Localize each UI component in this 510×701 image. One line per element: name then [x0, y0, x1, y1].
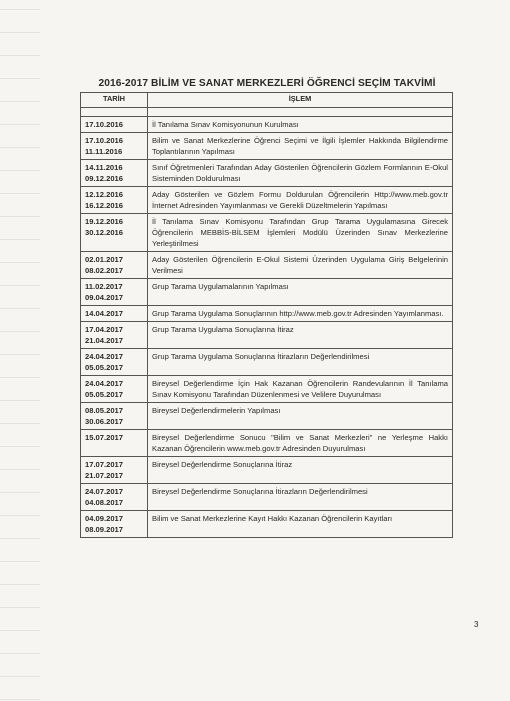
table-row	[81, 511, 453, 538]
table-row	[81, 160, 453, 187]
row-date: 11.02.2017 09.04.2017	[81, 279, 148, 306]
page-number: 3	[474, 620, 479, 629]
row-date: 17.10.2016	[81, 117, 148, 133]
row-date: 17.04.2017 21.04.2017	[81, 322, 148, 349]
row-operation: İl Tanılama Sınav Komisyonunun Kurulması	[148, 117, 453, 133]
header-date: TARİH	[81, 93, 148, 108]
table-row	[81, 187, 453, 214]
row-operation: Grup Tarama Uygulama Sonuçlarının http://www.meb.gov.tr Adresinden Yayımlanması.	[148, 306, 453, 322]
schedule-table	[80, 92, 453, 538]
row-operation: Sınıf Öğretmenleri Tarafından Aday Gösterilen Öğrencilerin Gözlem Formlarının E-Okul Sisteminden Doldurulması	[148, 160, 453, 187]
table-row	[81, 349, 453, 376]
row-operation: Bireysel Değerlendirme Sonuçlarına İtiraz	[148, 457, 453, 484]
table-row	[81, 279, 453, 306]
table-row	[81, 214, 453, 252]
row-operation: Bireysel Değerlendirme Sonuçlarına İtirazların Değerlendirilmesi	[148, 484, 453, 511]
row-date: 19.12.2016 30.12.2016	[81, 214, 148, 252]
table-row	[81, 306, 453, 322]
row-operation: Bilim ve Sanat Merkezlerine Kayıt Hakkı Kazanan Öğrencilerin Kayıtları	[148, 511, 453, 538]
row-operation: Bireysel Değerlendirmelerin Yapılması	[148, 403, 453, 430]
row-operation: Aday Gösterilen ve Gözlem Formu Doldurulan Öğrencilerin Http://www.meb.gov.tr İnternet Adresinden Yayımlanması ve Gerekli Düzeltmelerin Yapılması	[148, 187, 453, 214]
row-operation: Grup Tarama Uygulama Sonuçlarına İtiraz	[148, 322, 453, 349]
row-operation: İl Tanılama Sınav Komisyonu Tarafından Grup Tarama Uygulamasına Girecek Öğrencilerin MEBBİS-BİLSEM İşlemleri Modülü Üzerinden Sınav Merkezlerine Yerleştirilmesi	[148, 214, 453, 252]
row-operation: Bireysel Değerlendirme İçin Hak Kazanan Öğrencilerin Randevularının İl Tanılama Sınav Komisyonu Tarafından Düzenlenmesi ve Velilere Duyurulması	[148, 376, 453, 403]
table-row	[81, 252, 453, 279]
table-spacer-row	[81, 108, 453, 117]
row-date: 17.10.2016 11.11.2016	[81, 133, 148, 160]
row-date: 24.04.2017 05.05.2017	[81, 376, 148, 403]
row-operation: Aday Gösterilen Öğrencilerin E-Okul Sistemi Üzerinden Uygulama Giriş Belgelerinin Verilmesi	[148, 252, 453, 279]
table-row	[81, 457, 453, 484]
row-operation: Grup Tarama Uygulama Sonuçlarına İtirazların Değerlendirilmesi	[148, 349, 453, 376]
table-row	[81, 376, 453, 403]
row-date: 14.04.2017	[81, 306, 148, 322]
table-row	[81, 484, 453, 511]
row-operation: Grup Tarama Uygulamalarının Yapılması	[148, 279, 453, 306]
row-date: 04.09.2017 08.09.2017	[81, 511, 148, 538]
row-date: 14.11.2016 09.12.2016	[81, 160, 148, 187]
row-date: 15.07.2017	[81, 430, 148, 457]
table-row	[81, 133, 453, 160]
table-row	[81, 322, 453, 349]
row-date: 24.07.2017 04.08.2017	[81, 484, 148, 511]
header-operation: İŞLEM	[148, 93, 453, 108]
scan-edge-marks	[0, 0, 40, 701]
table-row	[81, 117, 453, 133]
table-header-row	[81, 93, 453, 108]
row-date: 17.07.2017 21.07.2017	[81, 457, 148, 484]
table-row	[81, 430, 453, 457]
row-date: 02.01.2017 08.02.2017	[81, 252, 148, 279]
row-operation: Bireysel Değerlendirme Sonucu "Bilim ve Sanat Merkezleri" ne Yerleşme Hakkı Kazanan Öğrencilerin www.meb.gov.tr Adresinden Duyurulması	[148, 430, 453, 457]
row-date: 12.12.2016 16.12.2016	[81, 187, 148, 214]
row-date: 08.05.2017 30.06.2017	[81, 403, 148, 430]
table-row	[81, 403, 453, 430]
document-title: 2016-2017 BİLİM VE SANAT MERKEZLERİ ÖĞRENCİ SEÇİM TAKVİMİ	[98, 78, 436, 89]
row-operation: Bilim ve Sanat Merkezlerine Öğrenci Seçimi ve İlgili İşlemler Hakkında Bilgilendirme Toplantılarının Yapılması	[148, 133, 453, 160]
row-date: 24.04.2017 05.05.2017	[81, 349, 148, 376]
